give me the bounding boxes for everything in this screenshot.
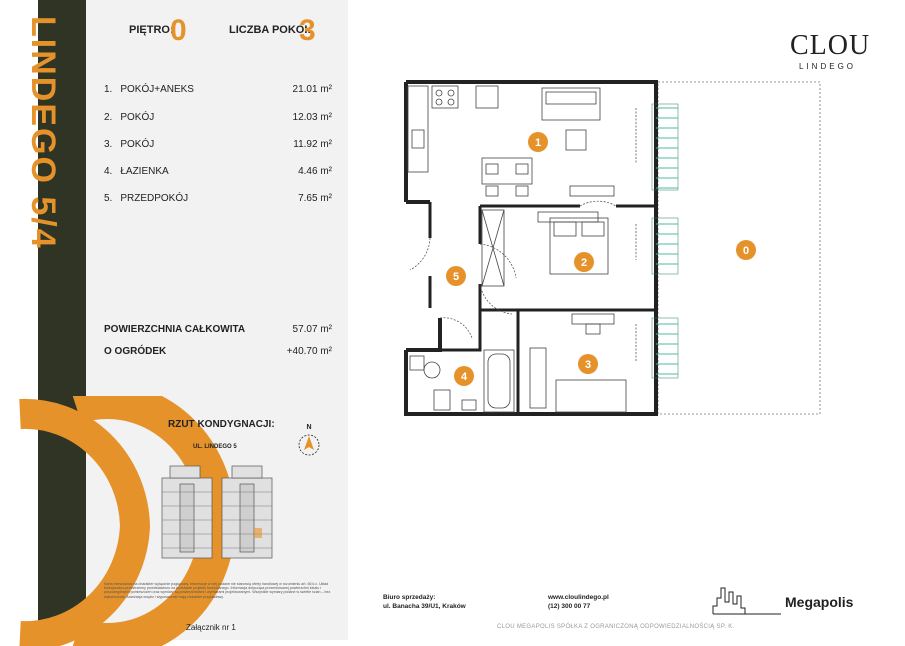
floor-plan-title: RZUT KONDYGNACJI: [168, 419, 275, 430]
rooms-count-value: 3 [299, 14, 316, 47]
plan-marker-5: 5 [452, 271, 460, 283]
plan-marker-0: 0 [742, 245, 750, 257]
apartment-floor-plan [400, 78, 826, 418]
plan-marker-2: 2 [580, 257, 588, 269]
plan-marker-3: 3 [584, 359, 592, 371]
sales-office-label: Biuro sprzedaży: [383, 594, 436, 601]
room-row-1: 1. POKÓJ+ANEKS 21.01 m² [104, 84, 332, 95]
phone-number: (12) 300 00 77 [548, 603, 591, 610]
compass-label: N [306, 424, 312, 431]
plan-marker-4: 4 [460, 371, 468, 383]
site-plan [160, 462, 276, 572]
attachment-label: Załącznik nr 1 [186, 623, 236, 632]
clou-logo: CLOU [790, 30, 871, 61]
floor-label: PIĘTRO: [129, 24, 174, 36]
side-title: LINDEGO 5/4 [24, 16, 62, 250]
orange-arc-outer [0, 396, 160, 646]
megapolis-logo-text: Megapolis [785, 594, 854, 610]
total-area-row: POWIERZCHNIA CAŁKOWITA 57.07 m² [104, 324, 332, 335]
street-label: UL. LINDEGO 5 [193, 444, 237, 450]
company-name: CLOU MEGAPOLIS SPÓŁKA Z OGRANICZONĄ ODPOWIEDZIALNOŚCIĄ SP. K. [497, 624, 735, 630]
website-link[interactable]: www.cloulindego.pl [548, 594, 609, 601]
sales-office-address: ul. Banacha 39/U1, Kraków [383, 603, 466, 610]
plan-marker-1: 1 [534, 137, 542, 149]
room-row-5: 5. PRZEDPOKÓJ 7.65 m² [104, 193, 332, 204]
disclaimer-text: Karta mieszkania ma charakter wyłącznie poglądowy. Informacje w niej podane nie stanowią oferty handlowej w rozumieniu art. 66 k.c. Układ funkcjonalno-przestrzenny przedstawiono na podstawie projektu budowlanego. Informacja dotycząca prezentowanej powierzchni lokalu i poszczególnych pomieszczeń oraz wymiary są powierzchniami i wymiarami projektowanymi. Wszystkie wymiary podane w świetle ścian – bez wykończenia. Aranżacja wnętrz i wyposażenie mają charakter przykładowy. [104, 582, 331, 599]
room-row-2: 2. POKÓJ 12.03 m² [104, 112, 332, 123]
room-row-3: 3. POKÓJ 11.92 m² [104, 139, 332, 150]
garden-area-row: O OGRÓDEK +40.70 m² [104, 346, 332, 357]
compass-icon [297, 422, 321, 462]
floor-value: 0 [170, 14, 187, 47]
room-row-4: 4. ŁAZIENKA 4.46 m² [104, 166, 332, 177]
clou-logo-sub: LINDEGO [799, 62, 857, 71]
rooms-count-label: LICZBA POKOI: [229, 24, 312, 36]
